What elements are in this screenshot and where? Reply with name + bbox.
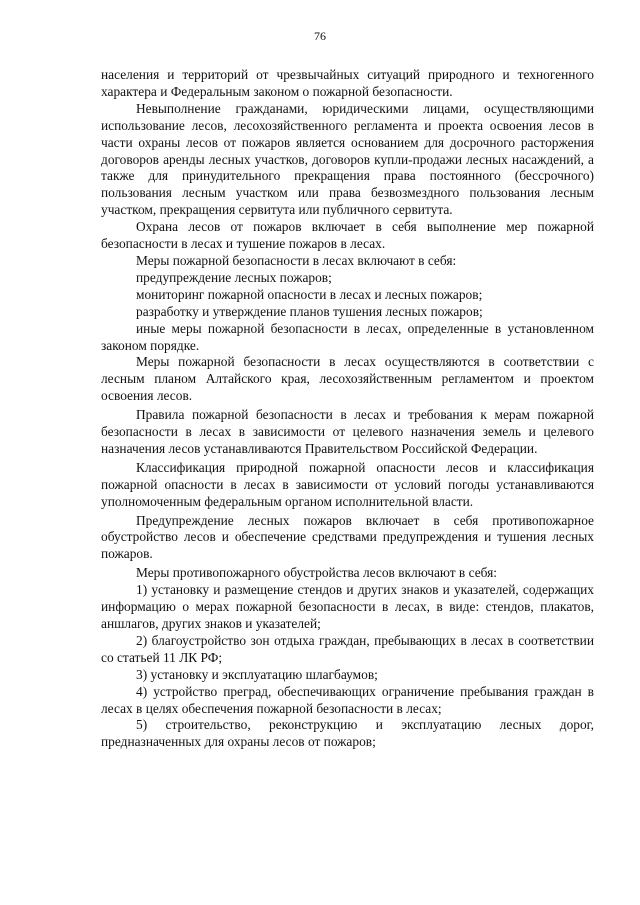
list-item-monitoring: мониторинг пожарной опасности в лесах и лесных пожаров;	[136, 286, 483, 302]
page-number: 76	[314, 29, 326, 43]
paragraph-9: Меры противопожарного обустройства лесов включают в себя:	[136, 565, 498, 581]
paragraph-6: Правила пожарной безопасности в лесах и требования к мерам пожарной безопасности в лесах в зависимости от целевого назначения земель и целевого назначения лесов устанавливаются Правительством Российской Федерации.	[101, 407, 594, 456]
list-item-prevention: предупреждение лесных пожаров;	[136, 269, 332, 285]
paragraph-1: населения и территорий от чрезвычайных ситуаций природного и техногенного характера и Федеральным законом о пожарной безопасности.	[101, 67, 594, 99]
list-item-4: 4) устройство преград, обеспечивающих ограничение пребывания граждан в лесах в целях обеспечения пожарной безопасности в лесах;	[101, 683, 594, 716]
paragraph-3: Охрана лесов от пожаров включает в себя выполнение мер пожарной безопасности в лесах и тушение пожаров в лесах.	[101, 219, 594, 252]
list-item-5: 5) строительство, реконструкцию и эксплуатацию лесных дорог, предназначенных для охраны лесов от пожаров;	[101, 717, 594, 750]
paragraph-7: Классификация природной пожарной опасности лесов и классификация пожарной опасности в лесах в зависимости от условий погоды устанавливаются уполномоченным федеральным органом исполнительной власти.	[101, 459, 594, 509]
paragraph-8: Предупреждение лесных пожаров включает в себя противопожарное обустройство лесов и обеспечение средствами предупреждения и тушения лесных пожаров.	[101, 512, 594, 562]
list-item-other-measures: иные меры пожарной безопасности в лесах, определенные в установленном законом порядке.	[101, 320, 594, 353]
paragraph-4: Меры пожарной безопасности в лесах включают в себя:	[136, 252, 457, 268]
list-item-plans: разработку и утверждение планов тушения лесных пожаров;	[136, 303, 483, 319]
paragraph-5: Меры пожарной безопасности в лесах осуществляются в соответствии с лесным планом Алтайского края, лесохозяйственным регламентом и проектом освоения лесов.	[101, 354, 594, 404]
paragraph-2: Невыполнение гражданами, юридическими лицами, осуществляющими использование лесов, лесохозяйственного регламента и проекта освоения лесов в части охраны лесов от пожаров является основанием для досрочного расторжения договоров аренды лесных участков, договоров купли-продажи лесных насаждений, а также для принудительного прекращения права постоянного (бессрочного) пользования лесным участком или права безвозмездного пользования лесным участком, прекращения сервитута или публичного сервитута.	[101, 100, 594, 218]
list-item-3: 3) установку и эксплуатацию шлагбаумов;	[136, 666, 378, 682]
document-body	[101, 67, 594, 751]
list-item-2: 2) благоустройство зон отдыха граждан, пребывающих в лесах в соответствии со статьей 11 ЛК РФ;	[101, 632, 594, 665]
list-item-1: 1) установку и размещение стендов и других знаков и указателей, содержащих информацию о мерах пожарной безопасности в лесах, в виде: стендов, плакатов, аншлагов, других знаков и указателей;	[101, 582, 594, 631]
